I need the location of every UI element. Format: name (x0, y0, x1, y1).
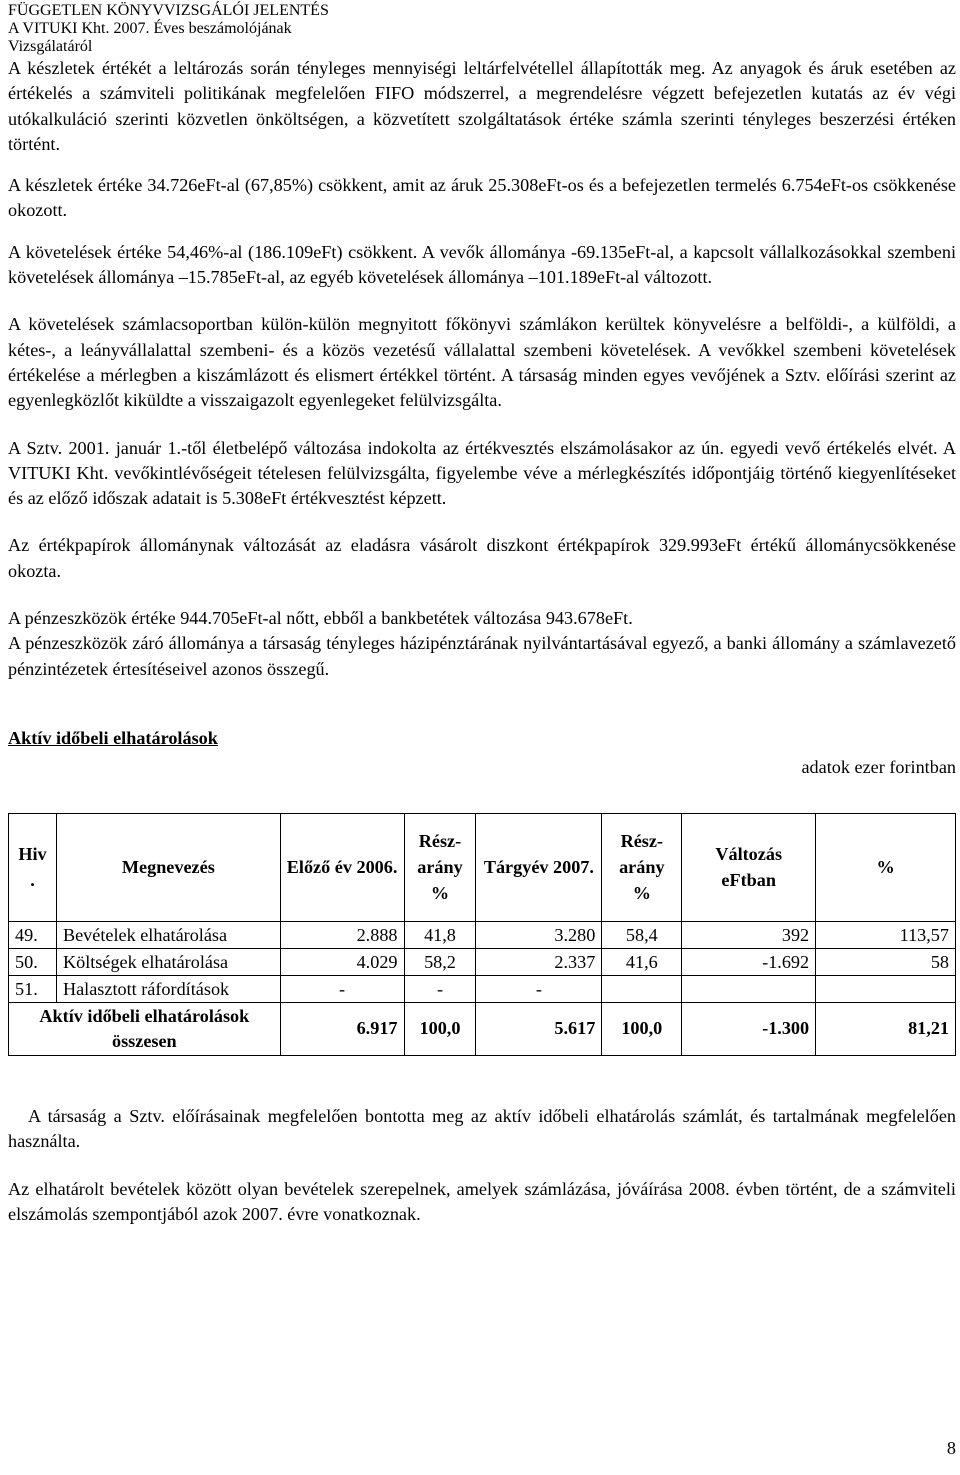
cell-pct: 113,57 (816, 921, 956, 948)
col-header-pct: % (816, 813, 956, 921)
header-title: FÜGGETLEN KÖNYVVIZSGÁLÓI JELENTÉS (8, 2, 329, 19)
cell-curr: 3.280 (476, 921, 602, 948)
paragraph-receivables-accounting: A követelések számlacsoportban külön-külön megnyitott főkönyvi számlákon kerültek könyvelésre a belföldi-, a külföldi, a kétes-, a leányvállalattal szembeni- és a közös vezetésű vállalattal szembeni követelések. A vevőkkel szembeni követelések értékelése a mérlegben a kiszámlázott és elismert értékkel történt. A társaság minden egyes vevőjének a Sztv. előírási szerint az egyenlegközlőt kiküldte a visszaigazolt egyenlegeket felülvizsgálta. (8, 314, 956, 411)
cell-total-curr: 5.617 (476, 1002, 602, 1055)
cell-total-pct: 81,21 (816, 1002, 956, 1055)
header-subtitle-2: Vizsgálatáról (8, 38, 93, 55)
header-subtitle: A VITUKI Kht. 2007. Éves beszámolójának (8, 20, 292, 37)
cell-share1: 58,2 (404, 948, 476, 975)
cell-total-share1: 100,0 (404, 1002, 476, 1055)
cell-curr: 2.337 (476, 948, 602, 975)
col-header-curr: Tárgyév 2007. (476, 813, 602, 921)
cell-prev: 2.888 (280, 921, 404, 948)
paragraph-cash-change: A pénzeszközök értéke 944.705eFt-al nőtt, ebből a bankbetétek változása 943.678eFt. (8, 608, 633, 629)
paragraph-deferred-revenue: Az elhatárolt bevételek között olyan bevételek szerepelnek, amelyek számlázása, jóváírása 2008. évben történt, de a számviteli elszámolás szempontjából azok 2007. évre vonatkoznak. (8, 1178, 956, 1224)
paragraph-inventory-valuation: A készletek értékét a leltározás során tényleges mennyiségi leltárfelvétellel állapították meg. Az anyagok és áruk esetében az értékelés a számviteli politikának megfelelően FIFO módszerrel, a megrendelésre végzett befejezetlen kutatás az év végi utókalkuláció szerinti közvetlen önköltségen, a közvetített szolgáltatások értéke számla szerinti tényleges beszerzési értéken történt. (8, 58, 956, 154)
paragraph-accrual-breakdown: A társaság a Sztv. előírásainak megfelelően bontotta meg az aktív időbeli elhatárolás számlát, és tartalmának megfelelően használta. (8, 1105, 956, 1152)
cell-total-name: Aktív időbeli elhatárolások összesen (9, 1002, 281, 1055)
col-header-name: Megnevezés (56, 813, 280, 921)
page-number: 8 (946, 1438, 956, 1458)
paragraph-inventory-change: A készletek értéke 34.726eFt-al (67,85%) csökkent, amit az áruk 25.308eFt-os és a befejezetlen termelés 6.754eFt-os csökkenése okozott. (8, 175, 956, 221)
cell-pct: 58 (816, 948, 956, 975)
cell-prev: 4.029 (280, 948, 404, 975)
cell-name: Költségek elhatárolása (56, 948, 280, 975)
table-header-row (9, 813, 956, 921)
cell-share2: 41,6 (602, 948, 682, 975)
cell-hiv: 51. (9, 975, 57, 1002)
paragraph-cash-closing: A pénzeszközök záró állománya a társaság tényleges házipénztárának nyilvántartásával egyező, a banki állomány a számlavezető pénzintézetek értesítéseivel azonos összegű. (8, 633, 956, 679)
cell-name: Bevételek elhatárolása (56, 921, 280, 948)
cell-share1: - (404, 975, 476, 1002)
col-header-prev: Előző év 2006. (280, 813, 404, 921)
paragraph-receivables-change: A követelések értéke 54,46%-al (186.109eFt) csökkent. A vevők állománya -69.135eFt-al, a kapcsolt vállalkozásokkal szembeni követelések állománya –15.785eFt-al, az egyéb követelések állománya –101.189eFt-al változott. (8, 241, 956, 288)
col-header-hiv: Hiv . (9, 813, 57, 921)
cell-share1: 41,8 (404, 921, 476, 948)
cell-change: 392 (682, 921, 816, 948)
table-row (9, 948, 956, 975)
col-header-share1: Rész- arány % (404, 813, 476, 921)
cell-share2: 58,4 (602, 921, 682, 948)
cell-total-change: -1.300 (682, 1002, 816, 1055)
section-title: Aktív időbeli elhatárolások (8, 727, 218, 748)
cell-hiv: 50. (9, 948, 57, 975)
cell-total-share2: 100,0 (602, 1002, 682, 1055)
cell-name: Halasztott ráfordítások (56, 975, 280, 1002)
cell-total-prev: 6.917 (280, 1002, 404, 1055)
paragraph-securities: Az értékpapírok állománynak változását az eladásra vásárolt diszkont értékpapírok 329.993eFt értékű állománycsökkenése okozta. (8, 535, 956, 581)
cell-prev: - (280, 975, 404, 1002)
accruals-table (8, 813, 956, 1056)
cell-hiv: 49. (9, 921, 57, 948)
table-row (9, 921, 956, 948)
document-page (8, 0, 956, 1227)
units-note: adatok ezer forintban (801, 756, 956, 777)
cell-share2 (602, 975, 682, 1002)
cell-curr: - (476, 975, 602, 1002)
paragraph-impairment: A Sztv. 2001. január 1.-től életbelépő változása indokolta az értékvesztés elszámolásakor az ún. egyedi vevő értékelés elvét. A VITUKI Kht. vevőkintlévőségeit tételesen felülvizsgálta, figyelembe véve a mérlegkészítés időpontjáig történő kiegyenlítéseket és az előző időszak adatait is 5.308eFt értékvesztést képzett. (8, 437, 956, 509)
col-header-share2: Rész- arány % (602, 813, 682, 921)
table-total-row (9, 1002, 956, 1055)
cell-pct (816, 975, 956, 1002)
cell-change: -1.692 (682, 948, 816, 975)
cell-change (682, 975, 816, 1002)
table-row (9, 975, 956, 1002)
col-header-change: Változás eFtban (682, 813, 816, 921)
